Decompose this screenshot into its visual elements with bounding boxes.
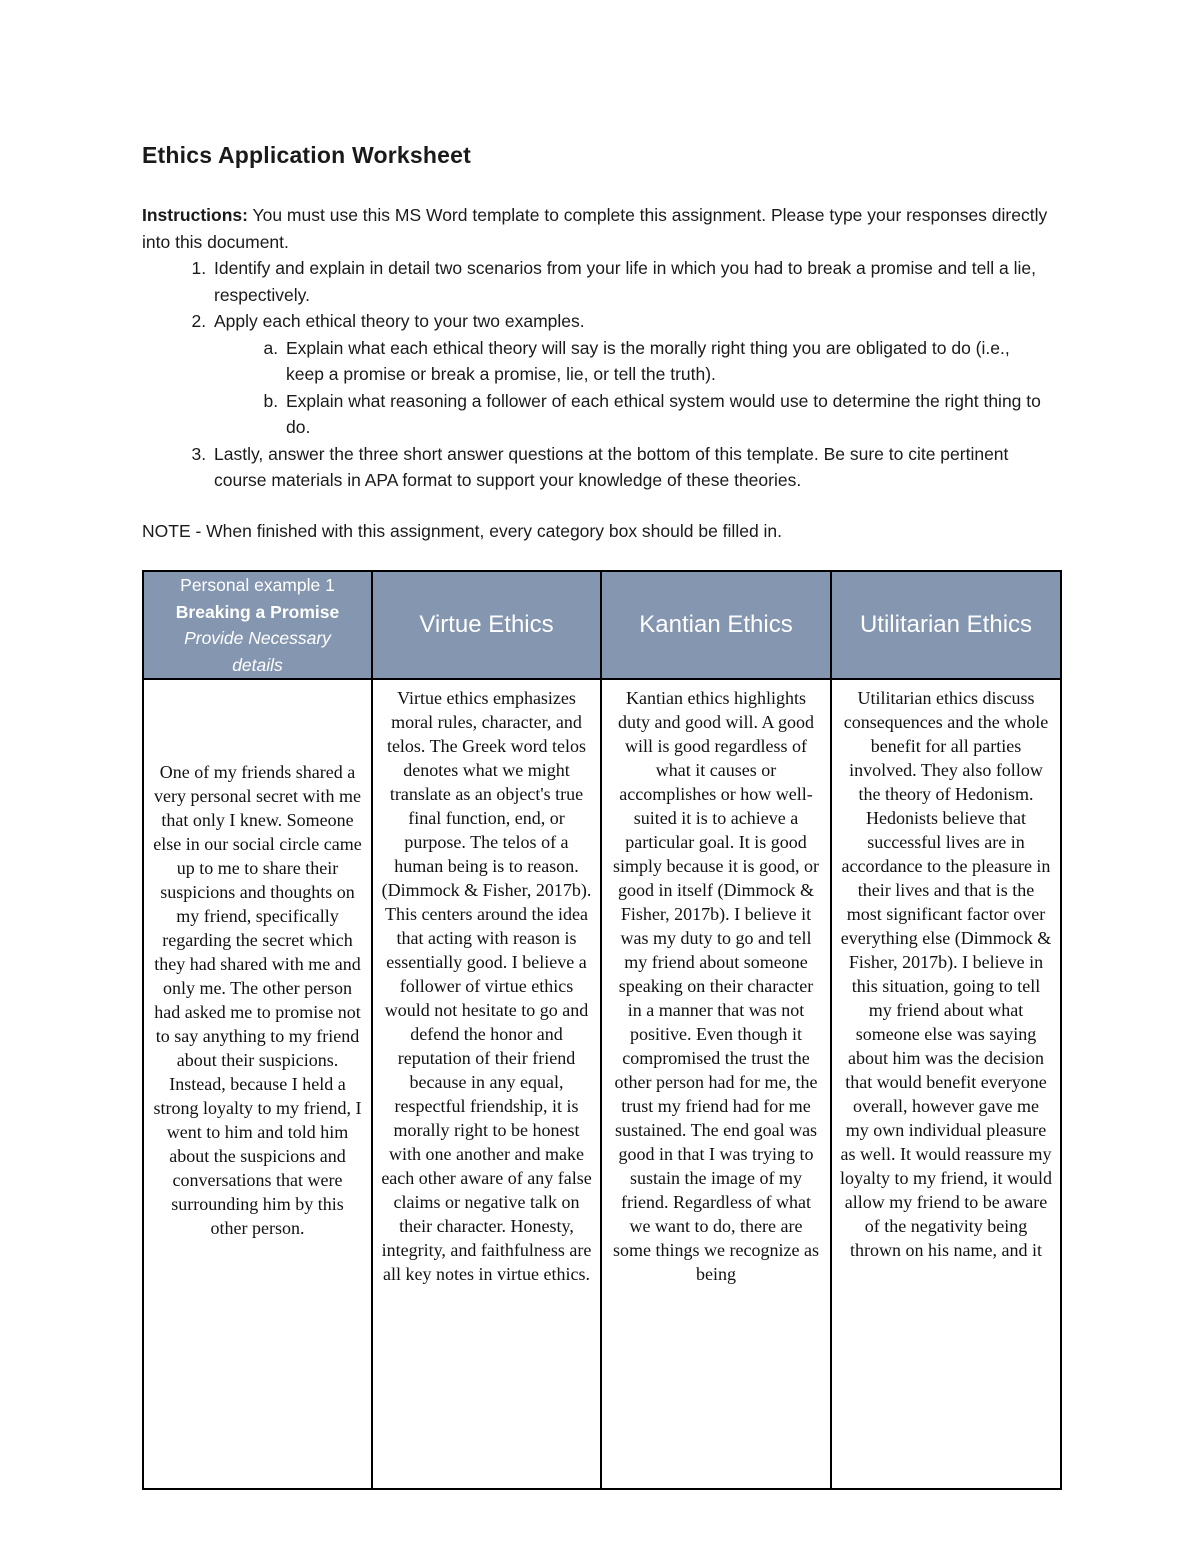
cell-utilitarian-ethics[interactable] — [831, 679, 1061, 1489]
table-header-row — [143, 571, 1061, 679]
note-text: NOTE - When finished with this assignment, every category box should be filled in. — [142, 521, 783, 541]
header-example-label: Personal example 1 — [180, 575, 335, 595]
cell-kantian-ethics[interactable] — [601, 679, 831, 1489]
header-example-topic: Breaking a Promise — [175, 601, 340, 622]
header-virtue-ethics: Virtue Ethics — [372, 571, 601, 679]
list-item — [211, 308, 1052, 441]
document-title: Ethics Application Worksheet — [142, 142, 471, 168]
cell-virtue-text: Virtue ethics emphasizes moral rules, character, and telos. The Greek word telos denotes what we might translate as an object's true final function, end, or purpose. The telos of a human being is to reason. (Dimmock & Fisher, 2017b). This centers around the idea that acting with reason is essentially good. I believe a follower of virtue ethics would not hesitate to go and defend the honor and reputation of their friend because in any equal, respectful friendship, it is morally right to be honest with one another and make each other aware of any false claims or negative talk on their character. Honesty, integrity, and faithfulness are all key notes in virtue ethics. — [381, 688, 592, 1284]
cell-virtue-ethics[interactable] — [372, 679, 601, 1489]
table-row — [143, 679, 1061, 1489]
sub-list-item-text: Explain what each ethical theory will say is the morally right thing you are obligated to do (i.e., keep a promise or break a promise, lie, or tell the truth). — [286, 337, 1010, 384]
header-example-hint: Provide Necessary — [184, 628, 331, 648]
list-item-text: Identify and explain in detail two scenarios from your life in which you had to break a promise and tell a lie, respectively. — [214, 258, 1036, 305]
header-kantian-ethics: Kantian Ethics — [601, 571, 831, 679]
header-example-hint-cont: details — [232, 654, 283, 675]
sub-list-item-text: Explain what reasoning a follower of each ethical system would use to determine the right thing to do. — [286, 390, 1041, 437]
instructions-block — [142, 202, 1052, 494]
sub-list-item — [283, 335, 1052, 388]
cell-kantian-text: Kantian ethics highlights duty and good will. A good will is good regardless of what it causes or accomplishes or how well-suited it is to achieve a particular goal. It is good simply because it is good, or good in itself (Dimmock & Fisher, 2017b). I believe it was my duty to go and tell my friend about someone speaking on their character in a manner that was not positive. Even though it compromised the trust the other person had for me, the trust my friend had for me sustained. The end goal was good in that I was trying to sustain the image of my friend. Regardless of what we want to do, there are some things we recognize as being — [613, 688, 819, 1284]
sub-list-item — [283, 388, 1052, 441]
header-utilitarian-ethics: Utilitarian Ethics — [831, 571, 1061, 679]
list-item — [211, 441, 1052, 494]
instructions-text: You must use this MS Word template to complete this assignment. Please type your responses directly into this document. — [142, 205, 1048, 252]
instructions-paragraph — [142, 202, 1052, 255]
list-item — [211, 255, 1052, 308]
list-item-text: Apply each ethical theory to your two examples. — [214, 311, 585, 331]
cell-personal-example[interactable] — [143, 679, 372, 1489]
ethics-table — [142, 570, 1062, 1490]
instructions-list — [142, 255, 1052, 494]
list-item-text: Lastly, answer the three short answer questions at the bottom of this template. Be sure to cite pertinent course materials in APA format to support your knowledge of these theories. — [214, 443, 1009, 490]
instructions-label: Instructions: — [142, 205, 248, 225]
header-personal-example — [143, 571, 372, 679]
cell-example-text: One of my friends shared a very personal secret with me that only I knew. Someone else in our social circle came up to me to share their suspicions and thoughts on my friend, specifically regarding the secret which they had shared with me and only me. The other person had asked me to promise not to say anything to my friend about their suspicions. Instead, because I held a strong loyalty to my friend, I went to him and told him about the suspicions and conversations that were surrounding him by this other person. — [153, 762, 362, 1238]
sub-list — [214, 335, 1052, 441]
cell-utilitarian-text: Utilitarian ethics discuss consequences and the whole benefit for all parties involved. They also follow the theory of Hedonism. Hedonists believe that successful lives are in accordance to the pleasure in their lives and that is the most significant factor over everything else (Dimmock & Fisher, 2017b). I believe in this situation, going to tell my friend about what someone else was saying about him was the decision that would benefit everyone overall, however gave me my own individual pleasure as well. It would reassure my loyalty to my friend, it would allow my friend to be aware of the negativity being thrown on his name, and it — [840, 688, 1052, 1260]
